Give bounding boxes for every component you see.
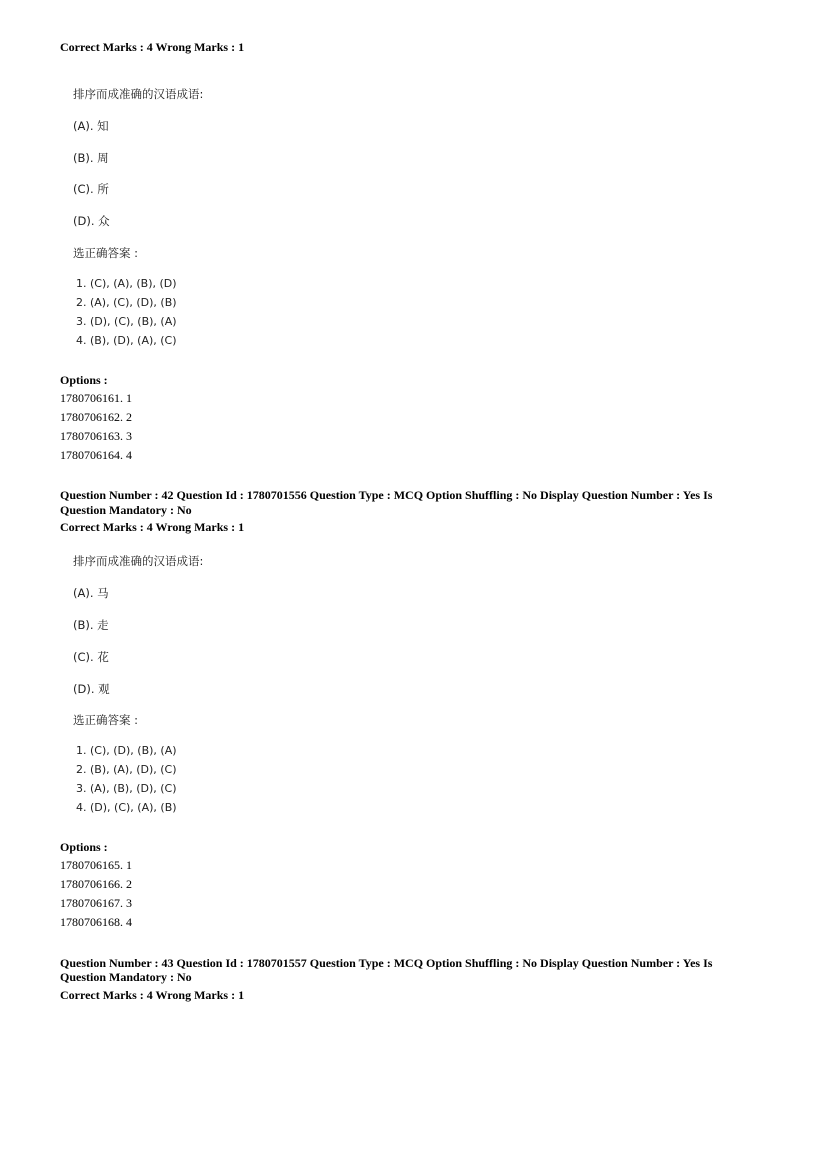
select-label: 选正确答案 : — [73, 713, 139, 727]
choice-1: 1. (C), (A), (B), (D) — [76, 277, 177, 290]
select-label: 选正确答案 : — [73, 246, 139, 260]
choice-3: 3. (D), (C), (B), (A) — [76, 315, 177, 328]
option-4: 1780706164. 4 — [60, 448, 132, 462]
question-header: Question Number : 42 Question Id : 1780701556 Question Type : MCQ Option Shuffling : No Display Question Number : Yes Is — [60, 488, 713, 502]
choice-2: 2. (B), (A), (D), (C) — [76, 763, 177, 776]
option-3: 1780706163. 3 — [60, 429, 132, 443]
option-2: 1780706162. 2 — [60, 410, 132, 424]
item-b: (B). 周 — [73, 151, 109, 165]
options-label: Options : — [60, 373, 108, 387]
option-4: 1780706168. 4 — [60, 915, 132, 929]
question-prompt: 排序而成准确的汉语成语: — [73, 554, 204, 568]
marks-line: Correct Marks : 4 Wrong Marks : 1 — [60, 988, 245, 1002]
choice-1: 1. (C), (D), (B), (A) — [76, 744, 177, 757]
item-b: (B). 走 — [73, 618, 109, 632]
option-1: 1780706161. 1 — [60, 391, 132, 405]
marks-line: Correct Marks : 4 Wrong Marks : 1 — [60, 40, 245, 54]
choice-3: 3. (A), (B), (D), (C) — [76, 782, 177, 795]
options-label: Options : — [60, 840, 108, 854]
option-1: 1780706165. 1 — [60, 858, 132, 872]
choice-4: 4. (B), (D), (A), (C) — [76, 334, 177, 347]
choice-4: 4. (D), (C), (A), (B) — [76, 801, 177, 814]
item-c: (C). 花 — [73, 650, 109, 664]
item-a: (A). 知 — [73, 119, 109, 133]
option-3: 1780706167. 3 — [60, 896, 132, 910]
question-mandatory: Question Mandatory : No — [60, 970, 192, 984]
item-a: (A). 马 — [73, 586, 109, 600]
question-mandatory: Question Mandatory : No — [60, 503, 192, 517]
marks-line: Correct Marks : 4 Wrong Marks : 1 — [60, 520, 245, 534]
choice-2: 2. (A), (C), (D), (B) — [76, 296, 177, 309]
question-header: Question Number : 43 Question Id : 1780701557 Question Type : MCQ Option Shuffling : No Display Question Number : Yes Is — [60, 956, 713, 970]
question-prompt: 排序而成准确的汉语成语: — [73, 87, 204, 101]
item-d: (D). 众 — [73, 214, 110, 228]
item-c: (C). 所 — [73, 182, 109, 196]
item-d: (D). 观 — [73, 682, 110, 696]
option-2: 1780706166. 2 — [60, 877, 132, 891]
